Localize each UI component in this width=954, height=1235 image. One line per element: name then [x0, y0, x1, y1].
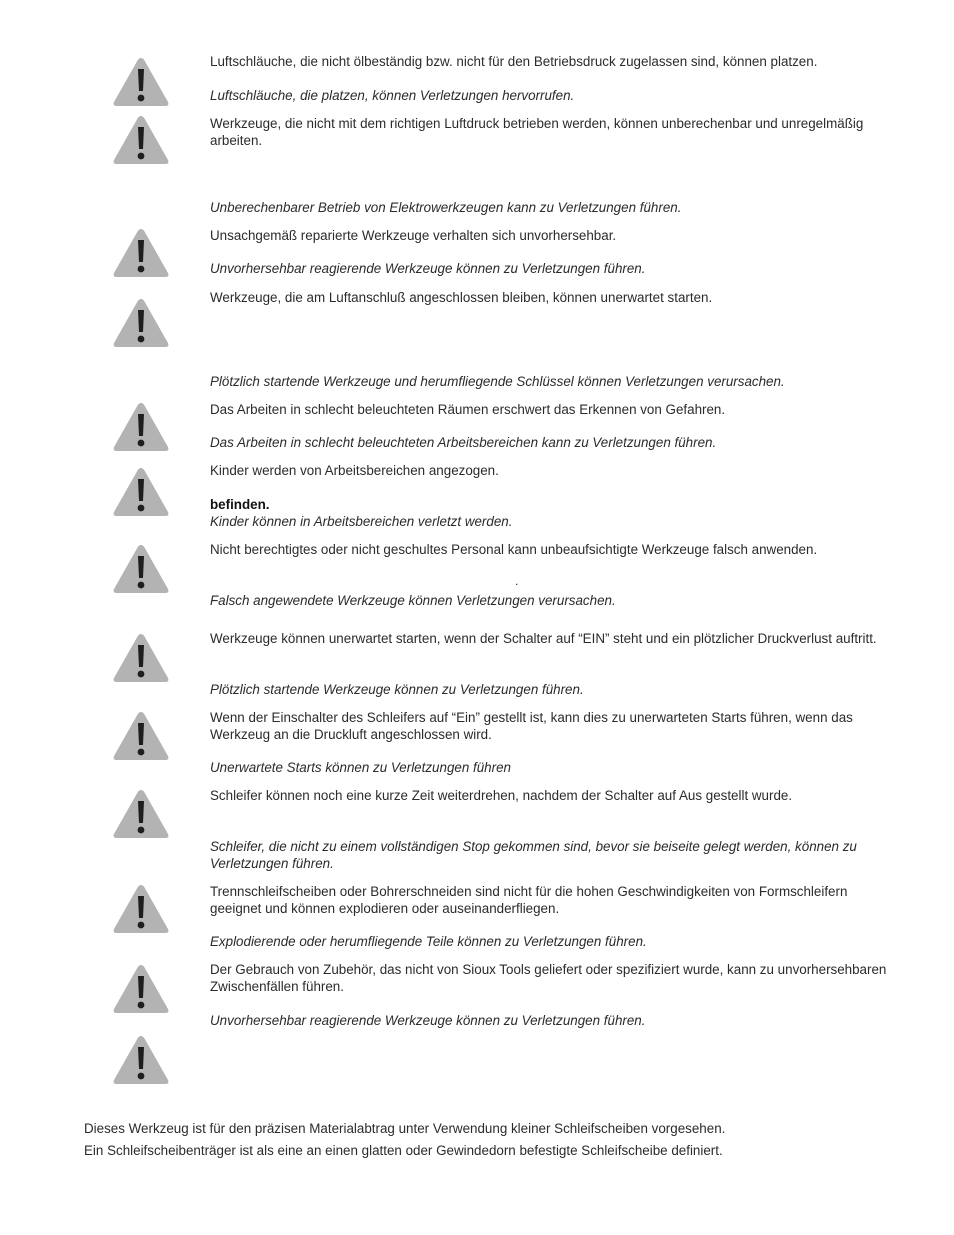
hazard-text: Explodierende oder herumfliegende Teile können zu Verletzungen führen. [210, 934, 647, 949]
warning-triangle-icon [112, 632, 170, 684]
warning-text: Wenn der Einschalter des Schleifers auf “Ein” gestellt ist, kann dies zu unerwarteten Starts führen, wenn das Werkzeug an die Druckluft angeschlossen wird. [210, 710, 853, 742]
hazard-text: Plötzlich startende Werkzeuge und herumfliegende Schlüssel können Verletzungen verursachen. [210, 374, 785, 389]
hazard-text: Falsch angewendete Werkzeuge können Verletzungen verursachen. [210, 593, 616, 608]
hazard-text: Kinder können in Arbeitsbereichen verletzt werden. [210, 514, 513, 529]
warning-triangle-icon [112, 788, 170, 840]
warning-text: Kinder werden von Arbeitsbereichen angezogen. [210, 463, 499, 478]
warning-text: Das Arbeiten in schlecht beleuchteten Räumen erschwert das Erkennen von Gefahren. [210, 402, 726, 417]
definition-text: Ein Schleifscheibenträger ist als eine an einen glatten oder Gewindedorn befestigte Schleifscheibe definiert. [84, 1143, 723, 1158]
warning-triangle-icon [112, 401, 170, 453]
hazard-text: Unvorhersehbar reagierende Werkzeuge können zu Verletzungen führen. [210, 261, 646, 276]
warning-triangle-icon [112, 963, 170, 1015]
warning-triangle-icon [112, 543, 170, 595]
hazard-text: Unerwartete Starts können zu Verletzungen führen [210, 760, 511, 775]
stray-dot: . [515, 574, 519, 588]
hazard-text: Luftschläuche, die platzen, können Verletzungen hervorrufen. [210, 88, 575, 103]
warning-triangle-icon [112, 227, 170, 279]
warning-text: Trennschleifscheiben oder Bohrerschneiden sind nicht für die hohen Geschwindigkeiten von Formschleifern geeignet und können explodieren oder auseinanderfliegen. [210, 884, 848, 916]
warning-text: Unsachgemäß reparierte Werkzeuge verhalten sich unvorhersehbar. [210, 228, 617, 243]
intended-use-text: Dieses Werkzeug ist für den präzisen Materialabtrag unter Verwendung kleiner Schleifscheiben vorgesehen. [84, 1121, 726, 1136]
hazard-text: Unvorhersehbar reagierende Werkzeuge können zu Verletzungen führen. [210, 1013, 646, 1028]
warning-triangle-icon [112, 883, 170, 935]
warning-text: Der Gebrauch von Zubehör, das nicht von Sioux Tools geliefert oder spezifiziert wurde, kann zu unvorhersehbaren Zwischenfällen führen. [210, 962, 887, 994]
warning-text: Werkzeuge, die am Luftanschluß angeschlossen bleiben, können unerwartet starten. [210, 290, 713, 305]
warning-text: Werkzeuge können unerwartet starten, wenn der Schalter auf “EIN” steht und ein plötzlicher Druckverlust auftritt. [210, 631, 877, 646]
warning-text: Nicht berechtigtes oder nicht geschultes Personal kann unbeaufsichtigte Werkzeuge falsch anwenden. [210, 542, 818, 557]
warning-text: Schleifer können noch eine kurze Zeit weiterdrehen, nachdem der Schalter auf Aus gestellt wurde. [210, 788, 793, 803]
warning-triangle-icon [112, 114, 170, 166]
warning-text: Werkzeuge, die nicht mit dem richtigen Luftdruck betrieben werden, können unberechenbar und unregelmäßig arbeiten. [210, 116, 864, 148]
warning-triangle-icon [112, 710, 170, 762]
warning-triangle-icon [112, 1034, 170, 1086]
warning-fragment: befinden. [210, 497, 270, 512]
warning-text: Luftschläuche, die nicht ölbeständig bzw. nicht für den Betriebsdruck zugelassen sind, können platzen. [210, 54, 818, 69]
warning-triangle-icon [112, 466, 170, 518]
hazard-text: Plötzlich startende Werkzeuge können zu Verletzungen führen. [210, 682, 584, 697]
hazard-text: Das Arbeiten in schlecht beleuchteten Arbeitsbereichen kann zu Verletzungen führen. [210, 435, 717, 450]
warning-triangle-icon [112, 56, 170, 108]
hazard-text: Schleifer, die nicht zu einem vollständigen Stop gekommen sind, bevor sie beiseite gelegt werden, können zu Verletzungen führen. [210, 839, 857, 871]
hazard-text: Unberechenbarer Betrieb von Elektrowerkzeugen kann zu Verletzungen führen. [210, 200, 682, 215]
warning-triangle-icon [112, 297, 170, 349]
